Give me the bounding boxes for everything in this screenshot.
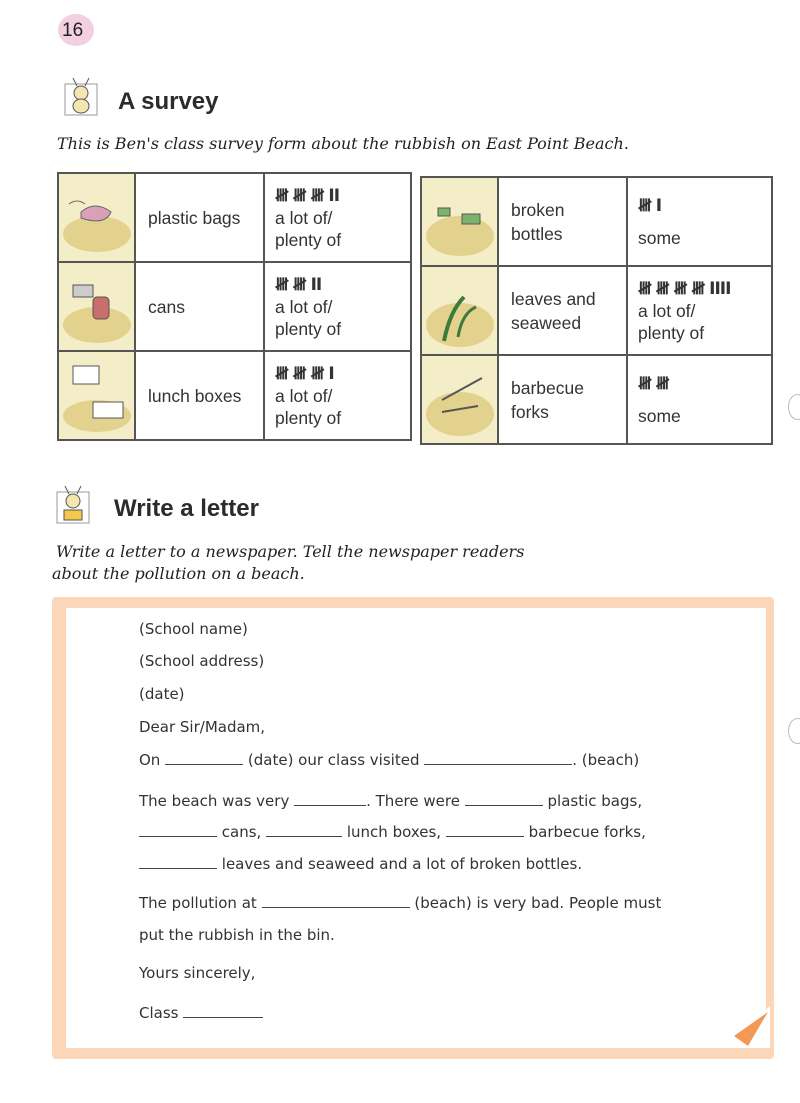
quantity-line: plenty of bbox=[638, 322, 705, 343]
blank-plastic-bags-field[interactable] bbox=[465, 804, 543, 806]
item-label: broken bbox=[511, 199, 565, 220]
survey-row bbox=[58, 262, 411, 351]
letter-text: The pollution at bbox=[139, 894, 257, 912]
survey-table-left bbox=[57, 172, 412, 441]
letter-text: plastic bags, bbox=[547, 792, 643, 810]
lunch-boxes-picture bbox=[58, 351, 135, 440]
item-label: plastic bags bbox=[148, 207, 241, 228]
letter-text: Class bbox=[139, 1004, 179, 1022]
school-address-line: (School address) bbox=[139, 652, 265, 670]
blank-pollution-beach-field[interactable] bbox=[262, 906, 410, 908]
quantity-line: a lot of/ bbox=[275, 207, 333, 228]
letter-sentence: put the rubbish in the bin. bbox=[139, 926, 335, 944]
blank-class-field[interactable] bbox=[183, 1016, 263, 1018]
blank-cans-field[interactable] bbox=[139, 835, 217, 837]
quantity-line: plenty of bbox=[275, 318, 342, 339]
letter-text: . (beach) bbox=[572, 751, 640, 769]
item-label: cans bbox=[148, 296, 185, 317]
letter-text: The beach was very bbox=[139, 792, 290, 810]
survey-row bbox=[58, 351, 411, 440]
blank-barbecue-forks-field[interactable] bbox=[446, 835, 524, 837]
seaweed-picture bbox=[421, 266, 498, 355]
letter-text: leaves and seaweed and a lot of broken bottles. bbox=[221, 855, 583, 873]
item-label: barbecue bbox=[511, 377, 584, 398]
quantity-line: plenty of bbox=[275, 229, 342, 250]
page-number-badge bbox=[58, 14, 94, 46]
tally-marks: 𝍸 𝍸 𝍸 𝍸 IIII bbox=[638, 278, 731, 299]
plastic-bags-picture bbox=[58, 173, 135, 262]
tally-marks: 𝍸 𝍸 bbox=[638, 373, 669, 394]
survey-row bbox=[58, 173, 411, 262]
letter-text: . There were bbox=[366, 792, 460, 810]
tally-marks: 𝍸 I bbox=[638, 195, 662, 216]
survey-row bbox=[421, 355, 772, 444]
letter-text: On bbox=[139, 751, 161, 769]
school-name-line: (School name) bbox=[139, 620, 248, 638]
letter-text: barbecue forks, bbox=[528, 823, 646, 841]
letter-instruction-line: Write a letter to a newspaper. Tell the newspaper readers bbox=[56, 542, 525, 561]
page-number: 16 bbox=[62, 20, 84, 41]
blank-adjective-field[interactable] bbox=[294, 804, 366, 806]
salutation-line: Dear Sir/Madam, bbox=[139, 718, 266, 736]
item-label: forks bbox=[511, 401, 549, 422]
letter-sentence bbox=[139, 855, 582, 873]
tally-marks: 𝍸 𝍸 𝍸 II bbox=[275, 185, 340, 206]
barbecue-forks-picture bbox=[421, 355, 498, 444]
letter-sentence bbox=[139, 894, 661, 912]
letter-text: lunch boxes, bbox=[346, 823, 442, 841]
ant-mascot-writing-icon bbox=[56, 484, 90, 524]
blank-lunch-boxes-field[interactable] bbox=[266, 835, 342, 837]
item-label: seaweed bbox=[511, 312, 582, 333]
item-label: leaves and bbox=[511, 288, 596, 309]
binding-hole-mark bbox=[788, 394, 800, 420]
tally-marks: 𝍸 𝍸 II bbox=[275, 274, 322, 295]
survey-table-right bbox=[420, 176, 773, 445]
letter-text: (date) our class visited bbox=[247, 751, 420, 769]
blank-leaves-field[interactable] bbox=[139, 867, 217, 869]
survey-heading: A survey bbox=[118, 88, 219, 115]
quantity-line: some bbox=[638, 405, 681, 426]
class-signature-line bbox=[139, 1004, 263, 1022]
survey-instruction: This is Ben's class survey form about the rubbish on East Point Beach. bbox=[57, 134, 629, 153]
survey-row bbox=[421, 177, 772, 266]
letter-sentence bbox=[139, 751, 639, 769]
letter-sentence bbox=[139, 823, 646, 841]
letter-heading: Write a letter bbox=[114, 495, 259, 522]
item-label: bottles bbox=[511, 223, 563, 244]
quantity-line: a lot of/ bbox=[638, 300, 696, 321]
survey-row bbox=[421, 266, 772, 355]
quantity-line: plenty of bbox=[275, 407, 342, 428]
page-curl-icon bbox=[728, 1006, 770, 1048]
letter-sentence bbox=[139, 792, 642, 810]
broken-bottles-picture bbox=[421, 177, 498, 266]
letter-instruction-line: about the pollution on a beach. bbox=[52, 564, 305, 583]
date-line: (date) bbox=[139, 685, 185, 703]
blank-date-field[interactable] bbox=[165, 763, 243, 765]
item-label: lunch boxes bbox=[148, 385, 242, 406]
quantity-line: some bbox=[638, 227, 681, 248]
cans-picture bbox=[58, 262, 135, 351]
closing-line: Yours sincerely, bbox=[139, 964, 256, 982]
quantity-line: a lot of/ bbox=[275, 296, 333, 317]
blank-beach-field[interactable] bbox=[424, 763, 572, 765]
letter-text: (beach) is very bad. People must bbox=[414, 894, 662, 912]
ant-mascot-icon bbox=[64, 76, 98, 116]
tally-marks: 𝍸 𝍸 𝍸 I bbox=[275, 363, 334, 384]
quantity-line: a lot of/ bbox=[275, 385, 333, 406]
binding-hole-mark bbox=[788, 718, 800, 744]
letter-text: cans, bbox=[221, 823, 262, 841]
